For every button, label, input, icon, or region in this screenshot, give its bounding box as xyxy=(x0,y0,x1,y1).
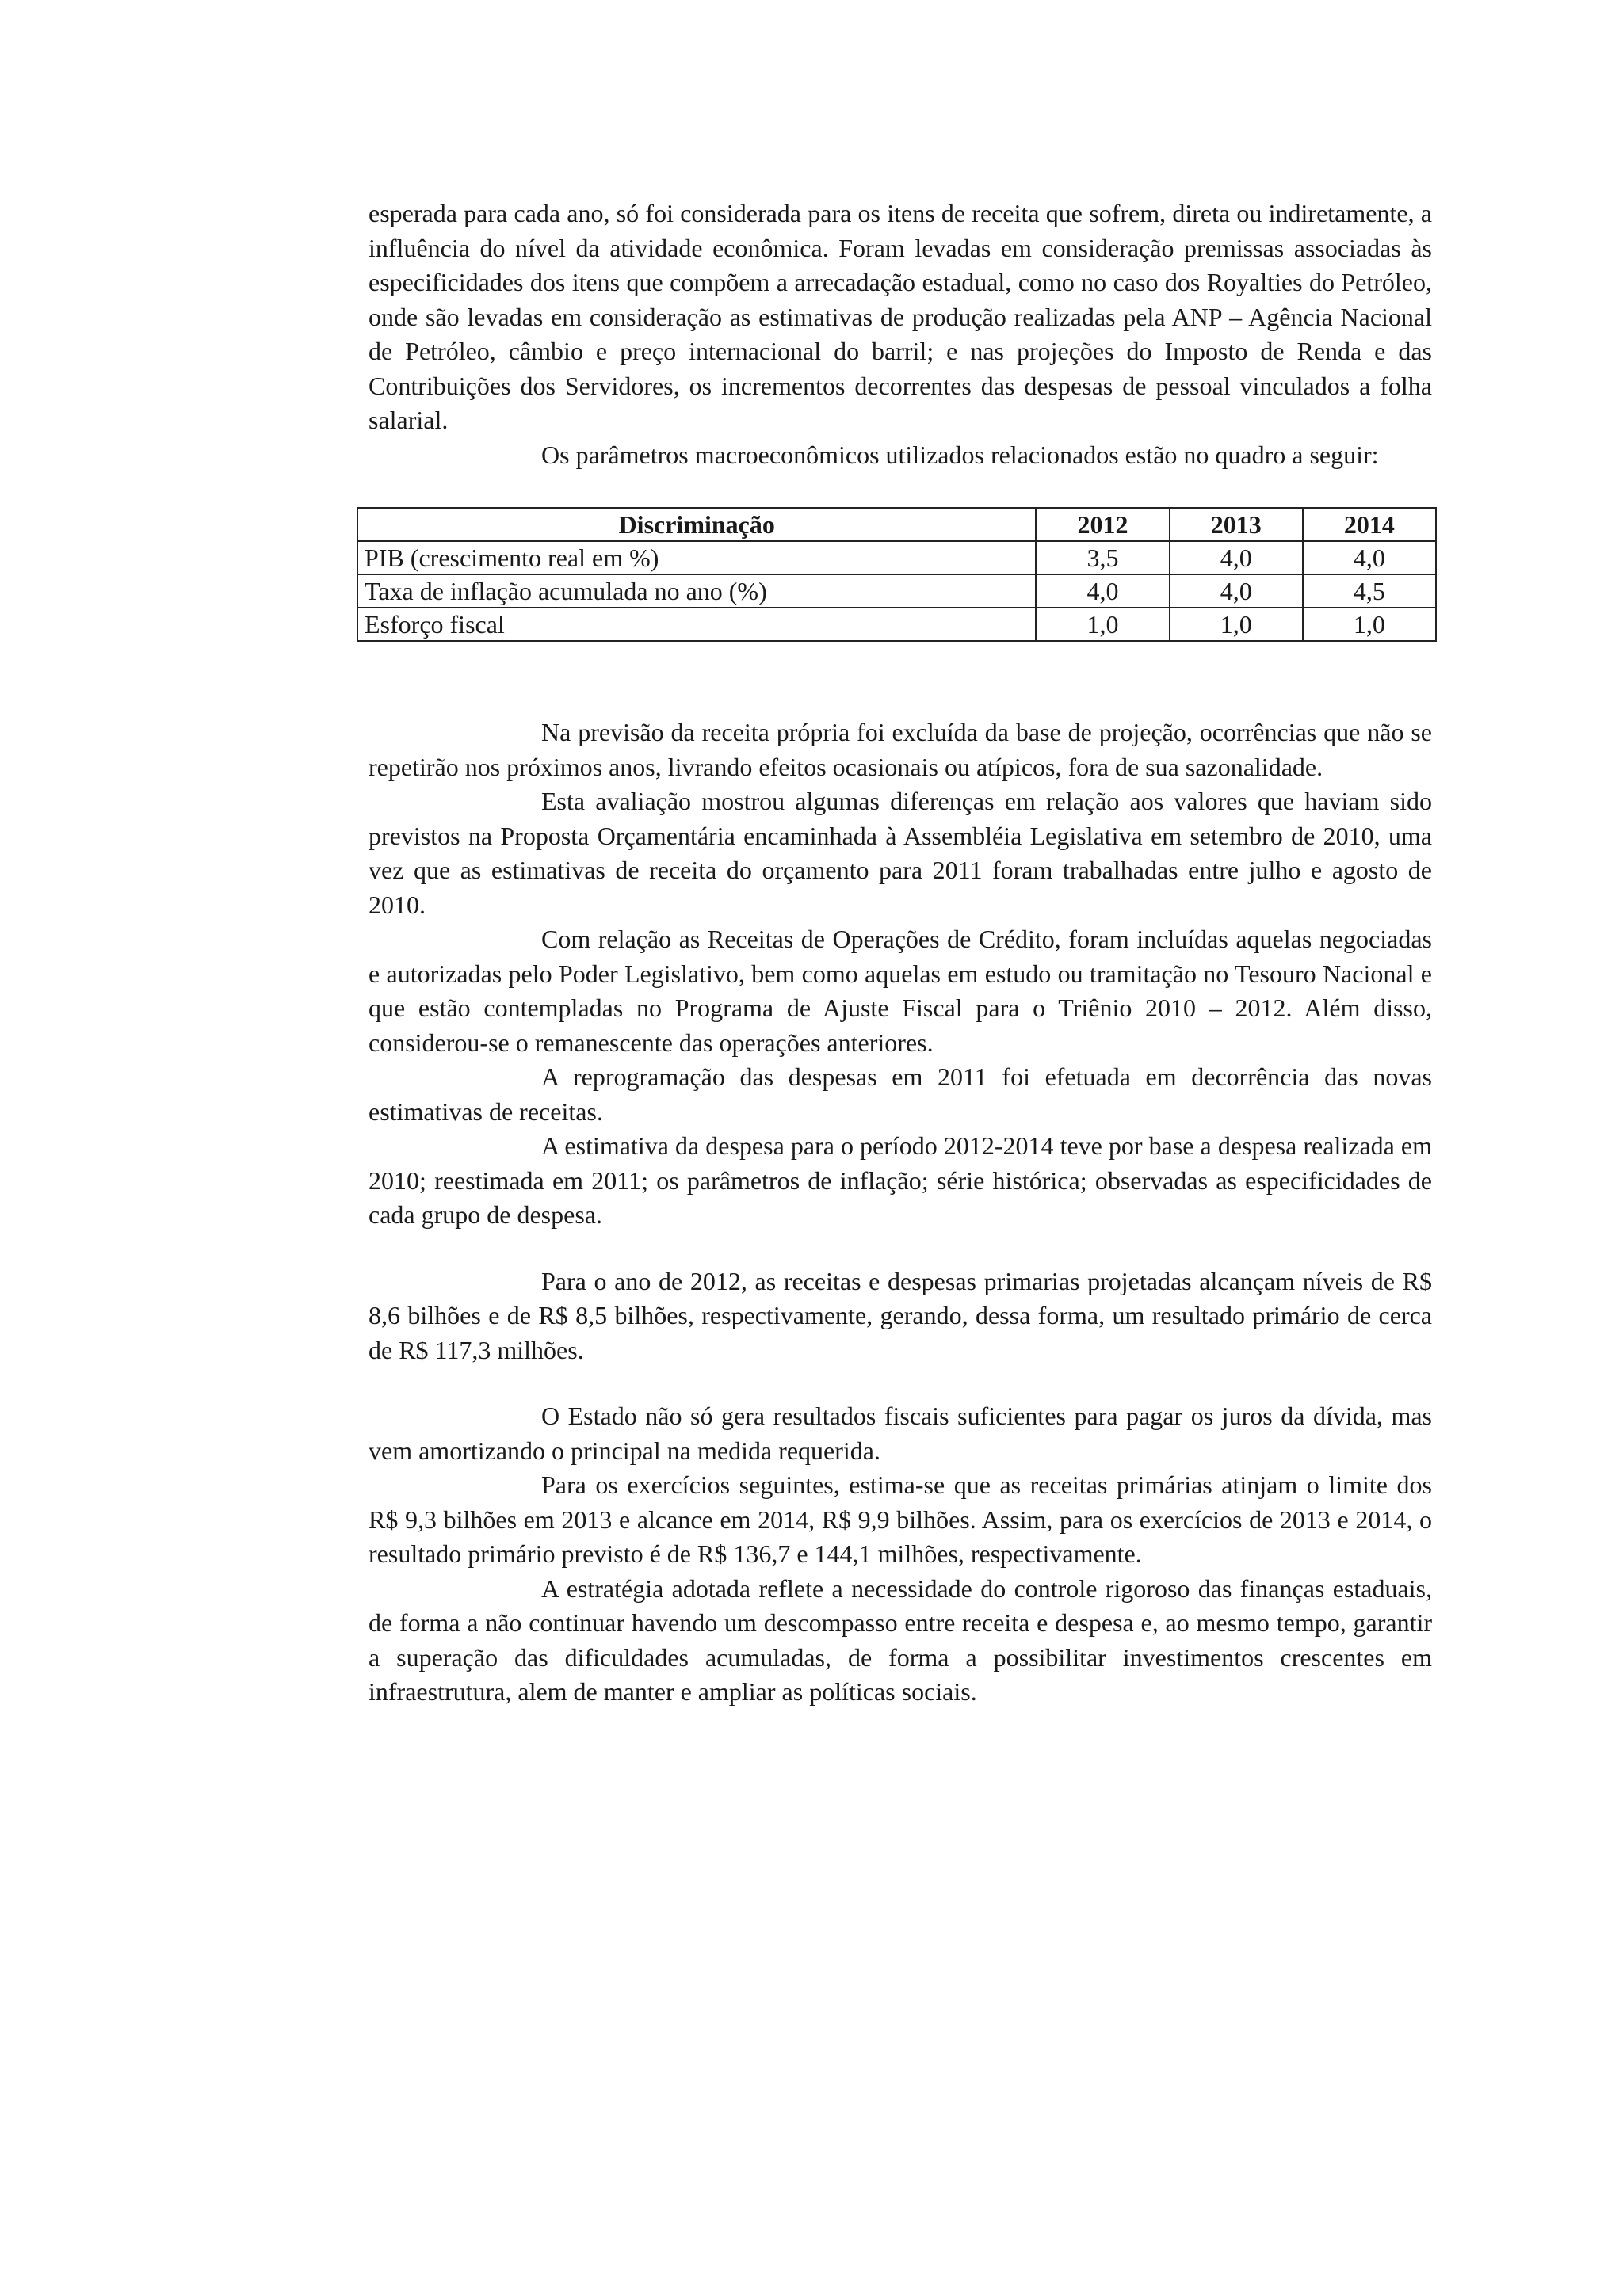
paragraph-credit-operations: Com relação as Receitas de Operações de Crédito, foram incluídas aquelas negociadas e autorizadas pelo Poder Legislativo, bem como aquelas em estudo ou tramitação no Tesouro Nacional e que estão contempladas no Programa de Ajuste Fiscal para o Triênio 2010 – 2012. Além disso, considerou-se o remanescente das operações anteriores. xyxy=(369,925,1432,1057)
table-row xyxy=(357,608,1436,641)
paragraph-expense-estimate: A estimativa da despesa para o período 2012-2014 teve por base a despesa realizada em 2010; reestimada em 2011; os parâmetros de inflação; série histórica; observadas as especificidades de cada grupo de despesa. xyxy=(369,1131,1432,1229)
paragraph-strategy: A estratégia adotada reflete a necessidade do controle rigoroso das finanças estaduais, de forma a não continuar havendo um descompasso entre receita e despesa e, ao mesmo tempo, garantir a superação das dificuldades acumuladas, de forma a possibilitar investimentos crescentes em infraestrutura, alem de manter e ampliar as políticas sociais. xyxy=(369,1573,1432,1706)
document-page xyxy=(365,196,1432,1710)
macroeconomic-parameters-table xyxy=(357,507,1437,642)
row-label: Taxa de inflação acumulada no ano (%) xyxy=(357,574,1036,608)
cell-value: 4,5 xyxy=(1303,574,1436,608)
cell-value: 4,0 xyxy=(1303,541,1436,574)
cell-value: 1,0 xyxy=(1170,608,1303,641)
cell-value: 4,0 xyxy=(1170,574,1303,608)
paragraph-following-years: Para os exercícios seguintes, estima-se que as receitas primárias atinjam o limite dos R$ 9,3 bilhões em 2013 e alcance em 2014, R$ 9,9 bilhões. Assim, para os exercícios de 2013 e 2014, o resultado primário previsto é de R$ 136,7 e 144,1 milhões, respectivamente. xyxy=(369,1470,1432,1568)
paragraph-table-intro: Os parâmetros macroeconômicos utilizados relacionados estão no quadro a seguir: xyxy=(541,440,1379,469)
cell-value: 4,0 xyxy=(1170,541,1303,574)
cell-value: 1,0 xyxy=(1303,608,1436,641)
cell-value: 1,0 xyxy=(1036,608,1169,641)
table-row xyxy=(357,574,1436,608)
table-header-row xyxy=(357,508,1436,541)
table-row xyxy=(357,541,1436,574)
cell-value: 3,5 xyxy=(1036,541,1169,574)
row-label: Esforço fiscal xyxy=(357,608,1036,641)
paragraph-fiscal-results: O Estado não só gera resultados fiscais suficientes para pagar os juros da dívida, mas vem amortizando o principal na medida requerida. xyxy=(369,1402,1432,1465)
row-label: PIB (crescimento real em %) xyxy=(357,541,1036,574)
paragraph-evaluation: Esta avaliação mostrou algumas diferenças em relação aos valores que haviam sido previstos na Proposta Orçamentária encaminhada à Assembléia Legislativa em setembro de 2010, uma vez que as estimativas de receita do orçamento para 2011 foram trabalhadas entre julho e agosto de 2010. xyxy=(369,787,1432,919)
paragraph-own-revenue: Na previsão da receita própria foi excluída da base de projeção, ocorrências que não se repetirão nos próximos anos, livrando efeitos ocasionais ou atípicos, fora de sua sazonalidade. xyxy=(369,718,1432,781)
header-2013: 2013 xyxy=(1170,508,1303,541)
paragraph-results-2012: Para o ano de 2012, as receitas e despesas primarias projetadas alcançam níveis de R$ 8,6 bilhões e de R$ 8,5 bilhões, respectivamente, gerando, dessa forma, um resultado primário de cerca de R$ 117,3 milhões. xyxy=(369,1266,1432,1364)
cell-value: 4,0 xyxy=(1036,574,1169,608)
paragraph-revenue-premises: esperada para cada ano, só foi considerada para os itens de receita que sofrem, direta ou indiretamente, a influência do nível da atividade econômica. Foram levadas em consideração premissas associadas às especificidades dos itens que compõem a arrecadação estadual, como no caso dos Royalties do Petróleo, onde são levadas em consideração as estimativas de produção realizadas pela ANP – Agência Nacional de Petróleo, câmbio e preço internacional do barril; e nas projeções do Imposto de Renda e das Contribuições dos Servidores, os incrementos decorrentes das despesas de pessoal vinculados a folha salarial. xyxy=(369,199,1432,434)
header-2012: 2012 xyxy=(1036,508,1169,541)
header-2014: 2014 xyxy=(1303,508,1436,541)
header-discriminacao: Discriminação xyxy=(357,508,1036,541)
paragraph-expense-reprogramming: A reprogramação das despesas em 2011 foi efetuada em decorrência das novas estimativas de receitas. xyxy=(369,1062,1432,1126)
